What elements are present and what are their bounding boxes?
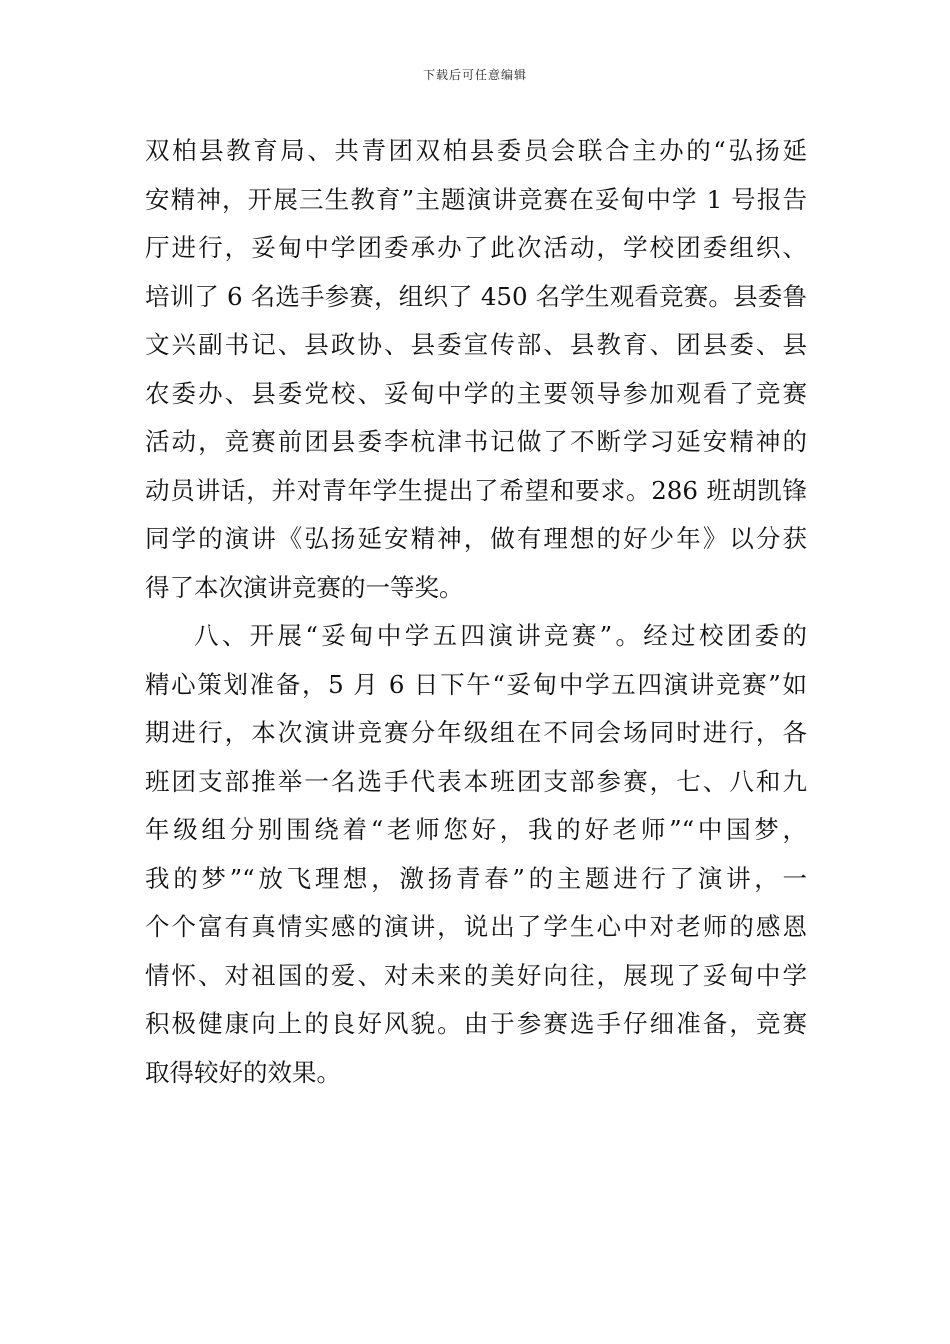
header-note: 下载后可任意编辑	[422, 68, 527, 82]
paragraph-2	[145, 612, 807, 1097]
text-line: 厅进行，妥甸中学团委承办了此次活动，学校团委组织、	[145, 233, 807, 262]
text-line: 个个富有真情实感的演讲，说出了学生心中对老师的感恩	[145, 912, 807, 941]
text-line: 农委办、县委党校、妥甸中学的主要领导参加观看了竞赛	[145, 378, 807, 408]
text-line: 安精神，开展三生教育”主题演讲竞赛在妥甸中学 1 号报告	[145, 184, 807, 214]
text-line: 精心策划准备，5 月 6 日下午“妥甸中学五四演讲竞赛”如	[145, 669, 807, 699]
text-line: 活动，竞赛前团县委李杭津书记做了不断学习延安精神的	[145, 427, 807, 456]
text-line: 动员讲话，并对青年学生提出了希望和要求。286 班胡凯锋	[145, 475, 807, 505]
text-line: 同学的演讲《弘扬延安精神，做有理想的好少年》以分获	[145, 524, 807, 553]
text-line: 取得较好的效果。	[145, 1057, 341, 1087]
text-line: 得了本次演讲竞赛的一等奖。	[145, 572, 464, 602]
document-body	[145, 127, 807, 1097]
text-line: 情怀、对祖国的爱、对未来的美好向往，展现了妥甸中学	[145, 960, 807, 990]
text-line: 双柏县教育局、共青团双柏县委员会联合主办的“弘扬延	[145, 136, 807, 165]
text-line: 期进行，本次演讲竞赛分年级组在不同会场同时进行，各	[145, 718, 807, 747]
text-line: 我的梦”“放飞理想，激扬青春”的主题进行了演讲，一	[145, 863, 807, 893]
text-line: 年级组分别围绕着“老师您好，我的好老师”“中国梦，	[145, 815, 807, 844]
text-line: 积极健康向上的良好风貌。由于参赛选手仔细准备，竞赛	[145, 1009, 807, 1038]
paragraph-1	[145, 127, 807, 612]
text-line: 培训了 6 名选手参赛，组织了 450 名学生观看竞赛。县委鲁	[145, 281, 807, 311]
text-line: 八、开展“妥甸中学五四演讲竞赛”。经过校团委的	[194, 621, 807, 650]
text-line: 文兴副书记、县政协、县委宣传部、县教育、团县委、县	[145, 330, 807, 359]
text-line: 班团支部推举一名选手代表本班团支部参赛，七、八和九	[145, 766, 807, 796]
